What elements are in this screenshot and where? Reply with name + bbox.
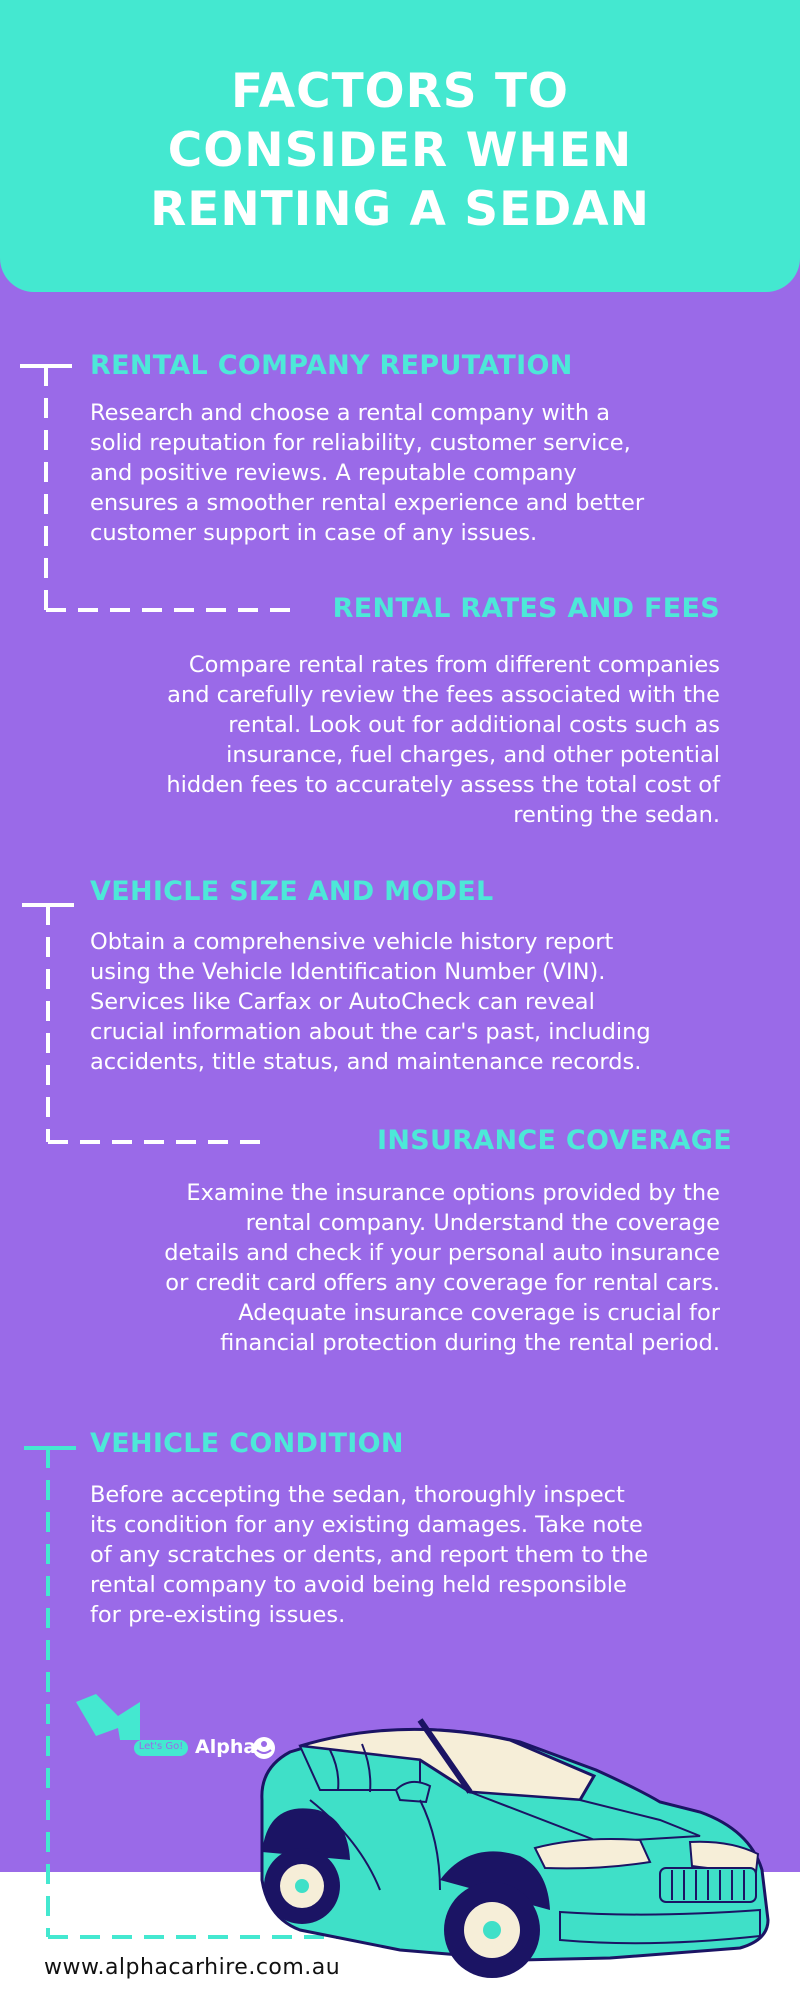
body-line: rental. Look out for additional costs such as bbox=[228, 712, 720, 738]
title-line: FACTORS TO bbox=[230, 64, 569, 119]
title-line: CONSIDER WHEN bbox=[167, 123, 633, 178]
section-heading-insurance: INSURANCE COVERAGE bbox=[376, 1125, 732, 1156]
body-line: of any scratches or dents, and report them to the bbox=[90, 1542, 649, 1568]
body-line: financial protection during the rental period. bbox=[220, 1330, 720, 1356]
body-line: its condition for any existing damages. Take note bbox=[90, 1512, 643, 1538]
body-line: ensures a smoother rental experience and better bbox=[90, 490, 645, 516]
body-line: customer support in case of any issues. bbox=[90, 520, 538, 546]
section-heading-vehicle-size: VEHICLE SIZE AND MODEL bbox=[90, 876, 494, 907]
logo-tagline: Let's Go! bbox=[138, 1741, 184, 1752]
title-line: RENTING A SEDAN bbox=[150, 182, 650, 237]
section-heading-reputation: RENTAL COMPANY REPUTATION bbox=[90, 350, 573, 381]
body-line: crucial information about the car's past, including bbox=[90, 1019, 651, 1045]
body-line: Examine the insurance options provided by the bbox=[186, 1180, 720, 1206]
body-line: rental company. Understand the coverage bbox=[245, 1210, 720, 1236]
body-line: solid reputation for reliability, customer service, bbox=[90, 430, 631, 456]
body-line: Adequate insurance coverage is crucial for bbox=[238, 1300, 720, 1326]
body-line: rental company to avoid being held responsible bbox=[90, 1572, 627, 1598]
body-line: and carefully review the fees associated with the bbox=[167, 682, 720, 708]
body-line: renting the sedan. bbox=[513, 802, 720, 828]
body-line: Before accepting the sedan, thoroughly inspect bbox=[90, 1482, 625, 1508]
body-line: using the Vehicle Identification Number (VIN). bbox=[90, 959, 606, 985]
body-line: Obtain a comprehensive vehicle history report bbox=[90, 929, 614, 955]
section-heading-rates: RENTAL RATES AND FEES bbox=[332, 593, 720, 624]
body-line: accidents, title status, and maintenance records. bbox=[90, 1049, 642, 1075]
body-line: and positive reviews. A reputable company bbox=[90, 460, 577, 486]
body-line: Compare rental rates from different companies bbox=[188, 652, 720, 678]
body-line: insurance, fuel charges, and other potential bbox=[226, 742, 720, 768]
body-line: Services like Carfax or AutoCheck can reveal bbox=[90, 989, 595, 1015]
body-line: hidden fees to accurately assess the total cost of bbox=[166, 772, 720, 798]
body-line: for pre-existing issues. bbox=[90, 1602, 346, 1628]
footer-website-url[interactable]: www.alphacarhire.com.au bbox=[44, 1955, 341, 1980]
logo-brand: Alpha bbox=[195, 1736, 257, 1758]
body-line: details and check if your personal auto insurance bbox=[164, 1240, 720, 1266]
section-heading-condition: VEHICLE CONDITION bbox=[90, 1428, 404, 1459]
body-line: or credit card offers any coverage for rental cars. bbox=[165, 1270, 720, 1296]
body-line: Research and choose a rental company with a bbox=[90, 400, 611, 426]
